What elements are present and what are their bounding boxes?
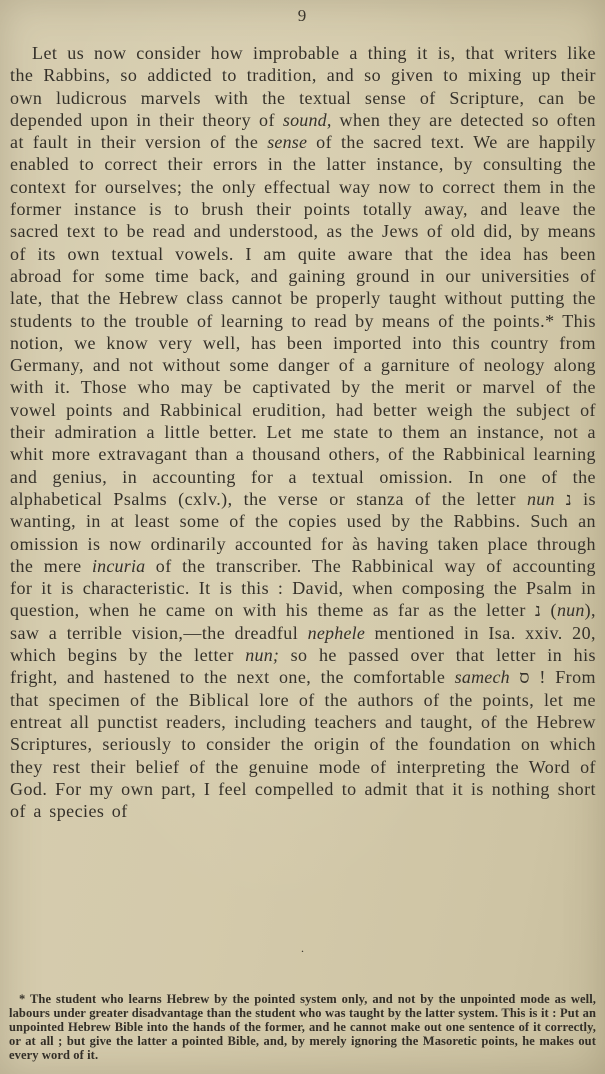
footnote: * The student who learns Hebrew by the pointed system only, and not by the unpointed mode as well, labours under greater disadvantage than the student who was taught by the latter system. This is it : Put an unpointed Hebrew Bible into the hands of the former, and he cannot make out one sentence of it correctly, or at all ; but give the latter a pointed Bible, and, by merely ignoring the Masoretic points, he makes out every word of it.: [9, 992, 596, 1062]
printers-mark: .: [301, 941, 304, 955]
body-text-block: [10, 42, 596, 822]
page-number: 9: [297, 6, 308, 25]
main-paragraph: Let us now consider how improbable a thing it is, that writers like the Rabbins, so addicted to tradition, and so given to mixing up their own ludicrous marvels with the textual sense of Scripture, can be depended upon in their theory of sound, when they are detected so often at fault in their version of the sense of the sacred text. We are happily enabled to correct their errors in the latter instance, by consulting the context for ourselves; the only effectual way now to correct them in the former instance is to brush their points totally away, and leave the sacred text to be read and understood, as the Jews of old did, by means of its own textual vowels. I am quite aware that the idea has been abroad for some time back, and gaining ground in our universities of late, that the Hebrew class cannot be properly taught without putting the students to the trouble of learning to read by means of the points.* This notion, we know very well, has been imported into this country from Germany, and not without some danger of a garniture of neology along with it. Those who may be captivated by the merit or marvel of the vowel points and Rabbinical erudition, had better weigh the subject of their admiration a little better. Let me state to them an instance, not a whit more extravagant than a thousand others, of the Rabbinical learning and genius, in accounting for a textual omission. In one of the alphabetical Psalms (cxlv.), the verse or stanza of the letter nun נ is wanting, in at least some of the copies used by the Rabbins. Such an omission is now ordinarily accounted for às having taken place through the mere incuria of the transcriber. The Rabbinical way of accounting for it is characteristic. It is this : David, when composing the Psalm in question, when he came on with his theme as far as the letter נ (nun), saw a terrible vision,—the dreadful nephele mentioned in Isa. xxiv. 20, which begins by the letter nun; so he passed over that letter in his fright, and hastened to the next one, the comfortable samech ס ! From that specimen of the Biblical lore of the authors of the points, let me entreat all punctist readers, including teachers and taught, of the Hebrew Scriptures, seriously to consider the origin of the foundation on which they rest their belief of the genuine mode of interpreting the Word of God. For my own part, I feel compelled to admit that it is nothing short of a species of: [10, 43, 597, 822]
